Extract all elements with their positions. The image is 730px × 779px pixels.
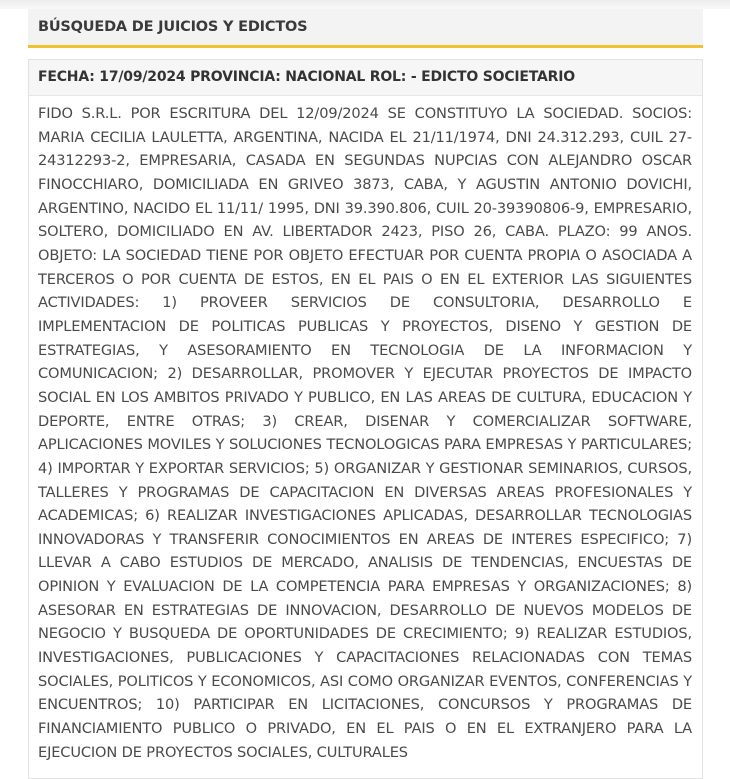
search-results-panel bbox=[28, 9, 703, 769]
edict-body-text: FIDO S.R.L. POR ESCRITURA DEL 12/09/2024 SE CONSTITUYO LA SOCIEDAD. SOCIOS: MARIA CECILIA LAULETTA, ARGENTINA, NACIDA EL 21/11/1974, DNI 24.312.293, CUIL 27-24312293-2, EMPRESARIA, CASADA EN SEGUNDAS NUPCIAS CON ALEJANDRO OSCAR FINOCCHIARO, DOMICILIADA EN GRIVEO 3873, CABA, Y AGUSTIN ANTONIO DOVICHI, ARGENTINO, NACIDO EL 11/11/ 1995, DNI 39.390.806, CUIL 20-39390806-9, EMPRESARIO, SOLTERO, DOMICILIADO EN AV. LIBERTADOR 2423, PISO 26, CABA. PLAZO: 99 ANOS. OBJETO: LA SOCIEDAD TIENE POR OBJETO EFECTUAR POR CUENTA PROPIA O ASOCIADA A TERCEROS O POR CUENTA DE ESTOS, EN EL PAIS O EN EL EXTERIOR LAS SIGUIENTES ACTIVIDADES: 1) PROVEER SERVICIOS DE CONSULTORIA, DESARROLLO E IMPLEMENTACION DE POLITICAS PUBLICAS Y PROYECTOS, DISENO Y GESTION DE ESTRATEGIAS, Y ASESORAMIENTO EN TECNOLOGIA DE LA INFORMACION Y COMUNICACION; 2) DESARROLLAR, PROMOVER Y EJECUTAR PROYECTOS DE IMPACTO SOCIAL EN LOS AMBITOS PRIVADO Y PUBLICO, EN LAS AREAS DE CULTURA, EDUCACION Y DEPORTE, ENTRE OTRAS; 3) CREAR, DISENAR Y COMERCIALIZAR SOFTWARE, APLICACIONES MOVILES Y SOLUCIONES TECNOLOGICAS PARA EMPRESAS Y PARTICULARES; 4) IMPORTAR Y EXPORTAR SERVICIOS; 5) ORGANIZAR Y GESTIONAR SEMINARIOS, CURSOS, TALLERES Y PROGRAMAS DE CAPACITACION EN DIVERSAS AREAS PROFESIONALES Y ACADEMICAS; 6) REALIZAR INVESTIGACIONES APLICADAS, DESARROLLAR TECNOLOGIAS INNOVADORAS Y TRANSFERIR CONOCIMIENTOS EN AREAS DE INTERES ESPECIFICO; 7) LLEVAR A CABO ESTUDIOS DE MERCADO, ANALISIS DE TENDENCIAS, ENCUESTAS DE OPINION Y EVALUACION DE LA COMPETENCIA PARA EMPRESAS Y ORGANIZACIONES; 8) ASESORAR EN ESTRATEGIAS DE INNOVACION, DESARROLLO DE NUEVOS MODELOS DE NEGOCIO Y BUSQUEDA DE OPORTUNIDADES DE CRECIMIENTO; 9) REALIZAR ESTUDIOS, INVESTIGACIONES, PUBLICACIONES Y CAPACITACIONES RELACIONADAS CON TEMAS SOCIALES, POLITICOS Y ECONOMICOS, ASI COMO ORGANIZAR EVENTOS, CONFERENCIAS Y ENCUENTROS; 10) PARTICIPAR EN LICITACIONES, CONCURSOS Y PROGRAMAS DE FINANCIAMIENTO PUBLICO O PRIVADO, EN EL PAIS O EN EL EXTRANJERO PARA LA EJECUCION DE PROYECTOS SOCIALES, CULTURALES bbox=[38, 105, 692, 761]
edict-card bbox=[28, 59, 703, 779]
panel-title: BÚSQUEDA DE JUICIOS Y EDICTOS bbox=[38, 19, 308, 35]
panel-header bbox=[28, 9, 703, 48]
edict-metadata: FECHA: 17/09/2024 PROVINCIA: NACIONAL ROL: - EDICTO SOCIETARIO bbox=[38, 69, 575, 85]
edict-header bbox=[29, 60, 702, 96]
top-shadow bbox=[0, 0, 730, 9]
